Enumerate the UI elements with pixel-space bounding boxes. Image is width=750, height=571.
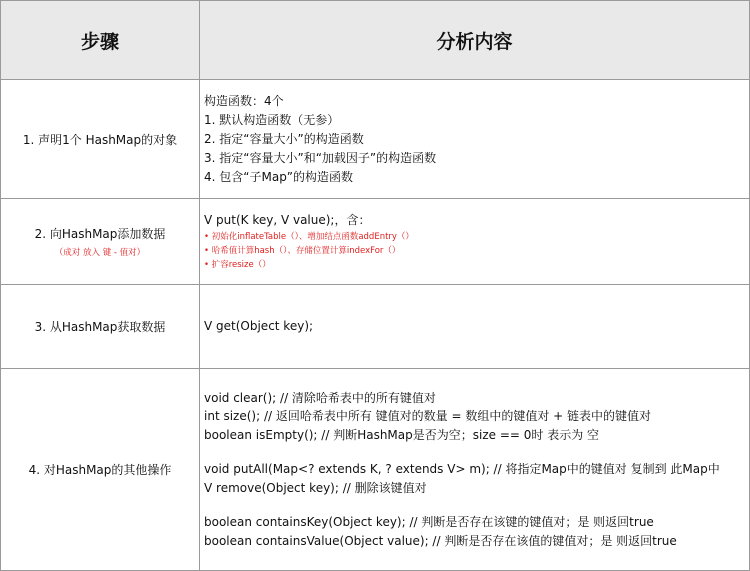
analysis-line: boolean containsKey(Object key); // 判断是否存在该键的键值对；是 则返回true — [204, 515, 654, 530]
table-row — [0, 285, 750, 369]
bullet-item: • 哈希值计算hash（）、存储位置计算indexFor（） — [204, 246, 401, 256]
step-cell — [0, 80, 200, 198]
analysis-line: boolean containsValue(Object value); // 判断是否存在该值的键值对；是 则返回true — [204, 533, 677, 548]
step-cell — [0, 199, 200, 284]
analysis-line: boolean isEmpty(); // 判断HashMap是否为空；size == 0时 表示为 空 — [204, 427, 600, 442]
analysis-cell — [200, 369, 750, 570]
analysis-cell — [200, 285, 750, 368]
analysis-line: 2. 指定“容量大小”的构造函数 — [204, 131, 364, 146]
analysis-line: int size(); // 返回哈希表中所有 键值对的数量 = 数组中的键值对 + 链表中的键值对 — [204, 409, 652, 424]
analysis-line: void putAll(Map<? extends K, ? extends V> m); // 将指定Map中的键值对 复制到 此Map中 — [204, 462, 720, 477]
line-gap — [204, 497, 749, 513]
step-cell — [0, 285, 200, 368]
table-row — [0, 369, 750, 571]
bullet-item: • 扩容resize（） — [204, 260, 271, 270]
step-cell — [0, 369, 200, 570]
analysis-line: 3. 指定“容量大小”和“加载因子”的构造函数 — [204, 150, 437, 165]
header-step: 步骤 — [0, 1, 200, 79]
analysis-cell — [200, 80, 750, 198]
step-label: 4. 对HashMap的其他操作 — [28, 463, 172, 477]
table-header-row — [0, 0, 750, 80]
analysis-line: 4. 包含“子Map”的构造函数 — [204, 169, 354, 184]
analysis-line: V get(Object key); — [204, 319, 314, 333]
header-analysis: 分析内容 — [200, 1, 750, 79]
bullet-item: • 初始化inflateTable（）、增加结点函数addEntry（） — [204, 232, 414, 242]
line-gap — [204, 444, 749, 460]
table-row — [0, 80, 750, 199]
analysis-line: V put(K key, V value);，含： — [204, 213, 371, 227]
step-label: 2. 向HashMap添加数据 — [34, 227, 166, 241]
step-note: （成对 放入 键 - 值对） — [54, 248, 146, 258]
analysis-line: 构造函数：4个 — [204, 93, 284, 108]
analysis-line: void clear(); // 清除哈希表中的所有键值对 — [204, 390, 436, 405]
analysis-line: V remove(Object key); // 删除该键值对 — [204, 480, 427, 495]
step-label: 1. 声明1个 HashMap的对象 — [22, 132, 178, 147]
table-row — [0, 199, 750, 285]
analysis-line: 1. 默认构造函数（无参） — [204, 112, 340, 127]
analysis-cell — [200, 199, 750, 284]
step-label: 3. 从HashMap获取数据 — [34, 320, 166, 334]
